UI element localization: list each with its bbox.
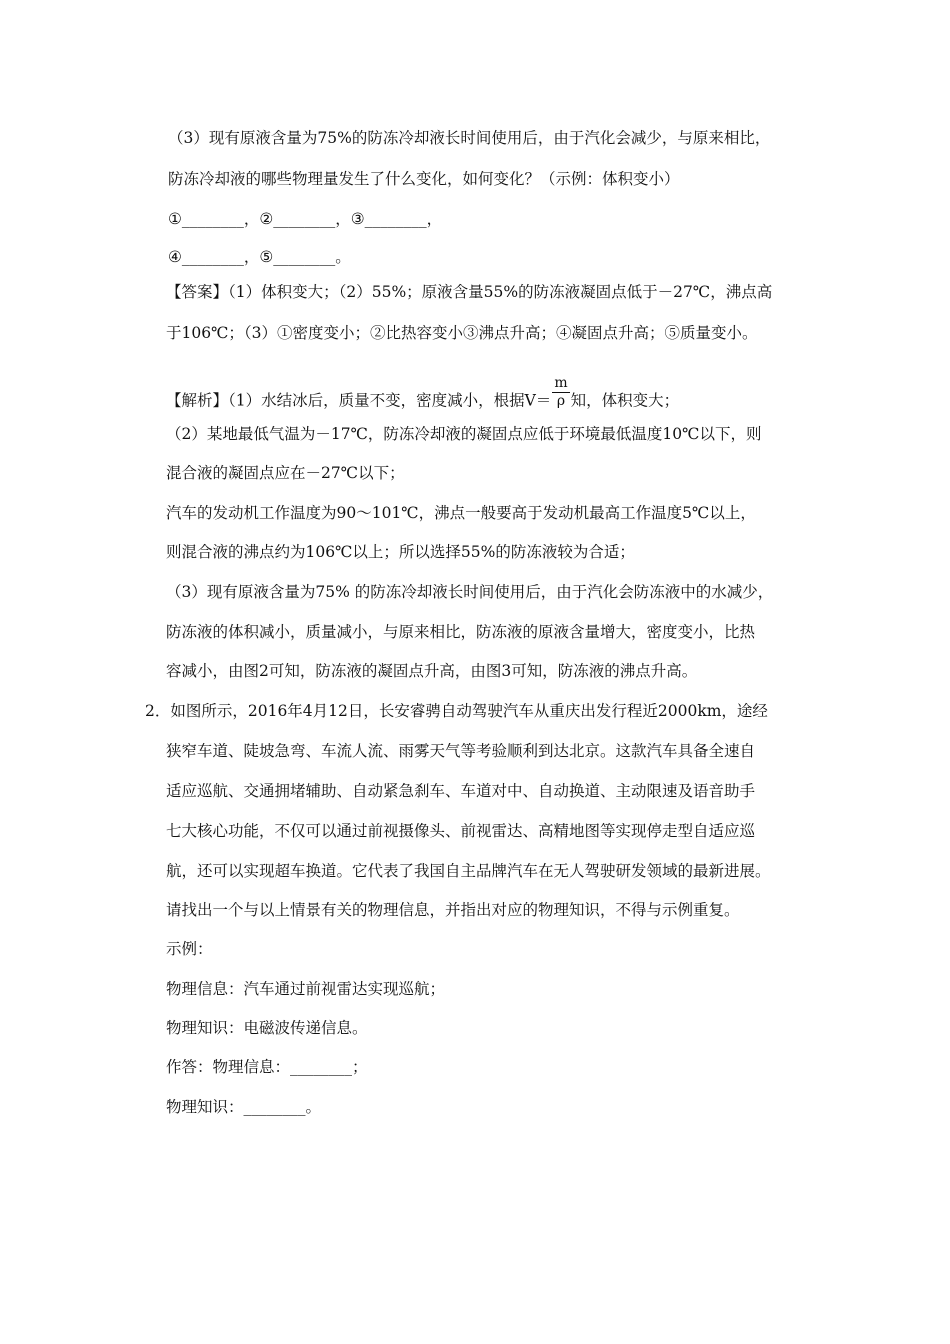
analysis-line8: 容减小，由图2可知，防冻液的凝固点升高，由图3可知，防冻液的沸点升高。 bbox=[166, 662, 698, 680]
q1-blanks-line1: ①________，②________，③________， bbox=[168, 210, 443, 228]
analysis-line1 bbox=[166, 375, 680, 419]
q2-line4: 七大核心功能，不仅可以通过前视摄像头、前视雷达、高精地图等实现停走型自适应巡 bbox=[166, 822, 756, 840]
answer-line1: 【答案】（1）体积变大；（2）55%；原液含量55%的防冻液凝固点低于－27℃，沸点高 bbox=[166, 283, 773, 301]
q2-example-knowledge: 物理知识：电磁波传递信息。 bbox=[166, 1019, 368, 1037]
analysis-line1-before: 【解析】（1）水结冰后，质量不变，密度减小，根据V＝ bbox=[166, 391, 552, 410]
q2-line1: 2．如图所示，2016年4月12日，长安睿骋自动驾驶汽车从重庆出发行程近2000km，途经 bbox=[145, 702, 768, 720]
q1-part3-line2: 防冻冷却液的哪些物理量发生了什么变化，如何变化？（示例：体积变小） bbox=[168, 170, 680, 188]
q2-example-label: 示例： bbox=[166, 940, 213, 958]
q2-answer-info: 作答：物理信息：________； bbox=[166, 1058, 368, 1076]
analysis-line5: 则混合液的沸点约为106℃以上；所以选择55%的防冻液较为合适； bbox=[166, 543, 635, 561]
q2-line2: 狭窄车道、陡坡急弯、车流人流、雨雾天气等考验顺利到达北京。这款汽车具备全速自 bbox=[166, 742, 756, 760]
q1-blanks-line2: ④________，⑤________。 bbox=[168, 248, 351, 266]
q2-line3: 适应巡航、交通拥堵辅助、自动紧急刹车、车道对中、自动换道、主动限速及语音助手 bbox=[166, 782, 756, 800]
analysis-line6: （3）现有原液含量为75% 的防冻冷却液长时间使用后，由于汽化会防冻液中的水减少， bbox=[166, 583, 774, 601]
q2-line6: 请找出一个与以上情景有关的物理信息，并指出对应的物理知识，不得与示例重复。 bbox=[166, 901, 740, 919]
analysis-line4: 汽车的发动机工作温度为90～101℃，沸点一般要高于发动机最高工作温度5℃以上， bbox=[166, 504, 756, 522]
formula-numerator: m bbox=[554, 375, 568, 391]
answer-line2: 于106℃；（3）①密度变小；②比热容变小③沸点升高；④凝固点升高；⑤质量变小。 bbox=[166, 324, 758, 342]
q2-line5: 航，还可以实现超车换道。它代表了我国自主品牌汽车在无人驾驶研发领域的最新进展。 bbox=[166, 862, 771, 880]
analysis-line2: （2）某地最低气温为－17℃，防冻冷却液的凝固点应低于环境最低温度10℃以下，则 bbox=[166, 425, 762, 443]
q2-example-info: 物理信息：汽车通过前视雷达实现巡航； bbox=[166, 980, 446, 998]
analysis-line7: 防冻液的体积减小，质量减小，与原来相比，防冻液的原液含量增大，密度变小，比热 bbox=[166, 623, 756, 641]
q2-answer-knowledge: 物理知识：________。 bbox=[166, 1098, 322, 1116]
q1-part3-line1: （3）现有原液含量为75%的防冻冷却液长时间使用后，由于汽化会减少，与原来相比， bbox=[168, 129, 771, 147]
formula-denominator: ρ bbox=[556, 393, 566, 409]
density-formula bbox=[552, 375, 569, 410]
analysis-line3: 混合液的凝固点应在－27℃以下； bbox=[166, 464, 405, 482]
analysis-line1-after: 知，体积变大； bbox=[570, 391, 680, 410]
